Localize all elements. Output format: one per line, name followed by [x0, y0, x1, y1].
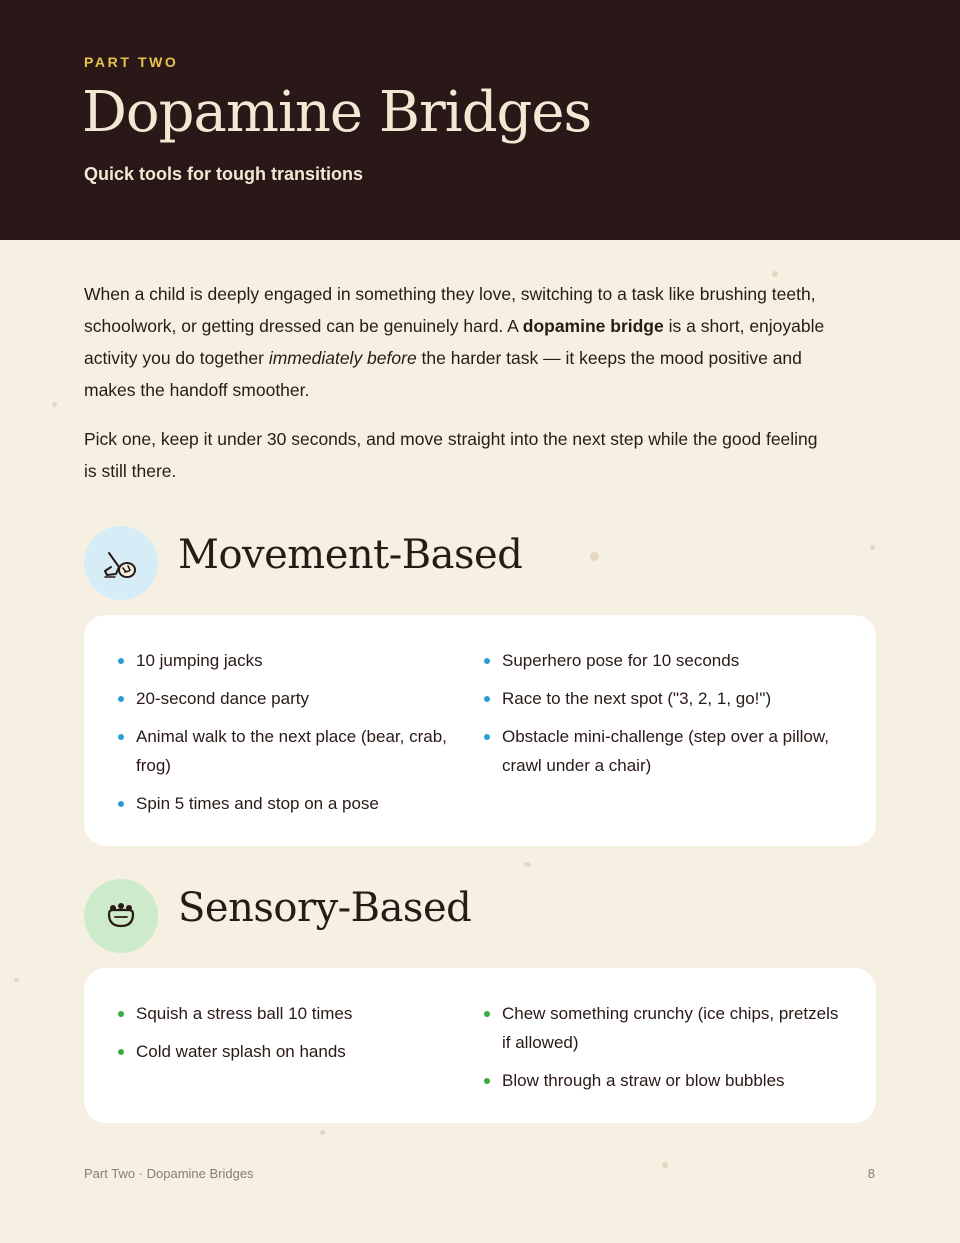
bullet-dot: [118, 734, 124, 740]
bullet-dot: [118, 696, 124, 702]
squish-toy-icon: [84, 879, 158, 953]
paper-speckle: [870, 545, 875, 550]
emphasis-text: immediately before: [268, 348, 417, 368]
sensory-left-column: [114, 1000, 480, 1099]
paper-speckle: [662, 1162, 668, 1168]
list-item: Race to the next spot ("3, 2, 1, go!"): [480, 685, 846, 714]
list-item: Obstacle mini-challenge (step over a pillow, crawl under a chair): [480, 723, 846, 780]
paper-speckle: [52, 402, 57, 407]
bullet-dot: [118, 658, 124, 664]
bullet-dot: [484, 734, 490, 740]
list-item: Squish a stress ball 10 times: [114, 1000, 480, 1029]
footer-section-label: Part Two · Dopamine Bridges: [84, 1166, 254, 1181]
paper-speckle: [320, 1130, 325, 1135]
sneaker-icon: [84, 526, 158, 600]
sensory-right-column: [480, 1000, 846, 1099]
list-item: Animal walk to the next place (bear, crab, frog): [114, 723, 480, 780]
list-item: Spin 5 times and stop on a pose: [114, 790, 480, 819]
bullet-dot: [484, 658, 490, 664]
list-item: Blow through a straw or blow bubbles: [480, 1067, 846, 1096]
section-title: Movement-Based: [178, 532, 523, 578]
bullet-dot: [484, 1078, 490, 1084]
paper-speckle: [14, 978, 19, 982]
section-title: Sensory-Based: [178, 885, 472, 931]
sensory-card: [84, 968, 876, 1123]
list-item: Chew something crunchy (ice chips, pretzels if allowed): [480, 1000, 846, 1057]
movement-left-column: [114, 647, 480, 822]
list-item: 10 jumping jacks: [114, 647, 480, 676]
list-item: Superhero pose for 10 seconds: [480, 647, 846, 676]
bullet-dot: [484, 696, 490, 702]
bullet-dot: [484, 1011, 490, 1017]
list-item: 20-second dance party: [114, 685, 480, 714]
list-item: Cold water splash on hands: [114, 1038, 480, 1067]
intro-paragraph-2: Pick one, keep it under 30 seconds, and move straight into the next step while the good feeling is still there.: [84, 429, 818, 481]
movement-right-column: [480, 647, 846, 822]
dopamine-bridge-term: dopamine bridge: [522, 316, 664, 336]
bullet-dot: [118, 1049, 124, 1055]
section-heading-movement: [84, 526, 784, 600]
intro-paragraph-1: When a child is deeply engaged in something they love, switching to a task like brushing teeth, schoolwork, or getting dressed can be genuinely hard. A dopamine bridge is a short, enjoyable activity you do together immediately before the harder task — it keeps the mood positive and makes the handoff smoother.: [84, 284, 825, 400]
page-number: 8: [867, 1166, 875, 1181]
section-heading-sensory: [84, 879, 784, 953]
eyebrow-label: PART TWO: [84, 54, 179, 70]
page-subtitle: Quick tools for tough transitions: [84, 164, 363, 184]
intro-text: [84, 278, 834, 504]
movement-card: [84, 615, 876, 846]
page-header: [0, 0, 960, 240]
bullet-dot: [118, 801, 124, 807]
page-title: Dopamine Bridges: [82, 80, 592, 145]
paper-speckle: [772, 271, 778, 277]
bullet-dot: [118, 1011, 124, 1017]
paper-speckle: [524, 862, 531, 867]
